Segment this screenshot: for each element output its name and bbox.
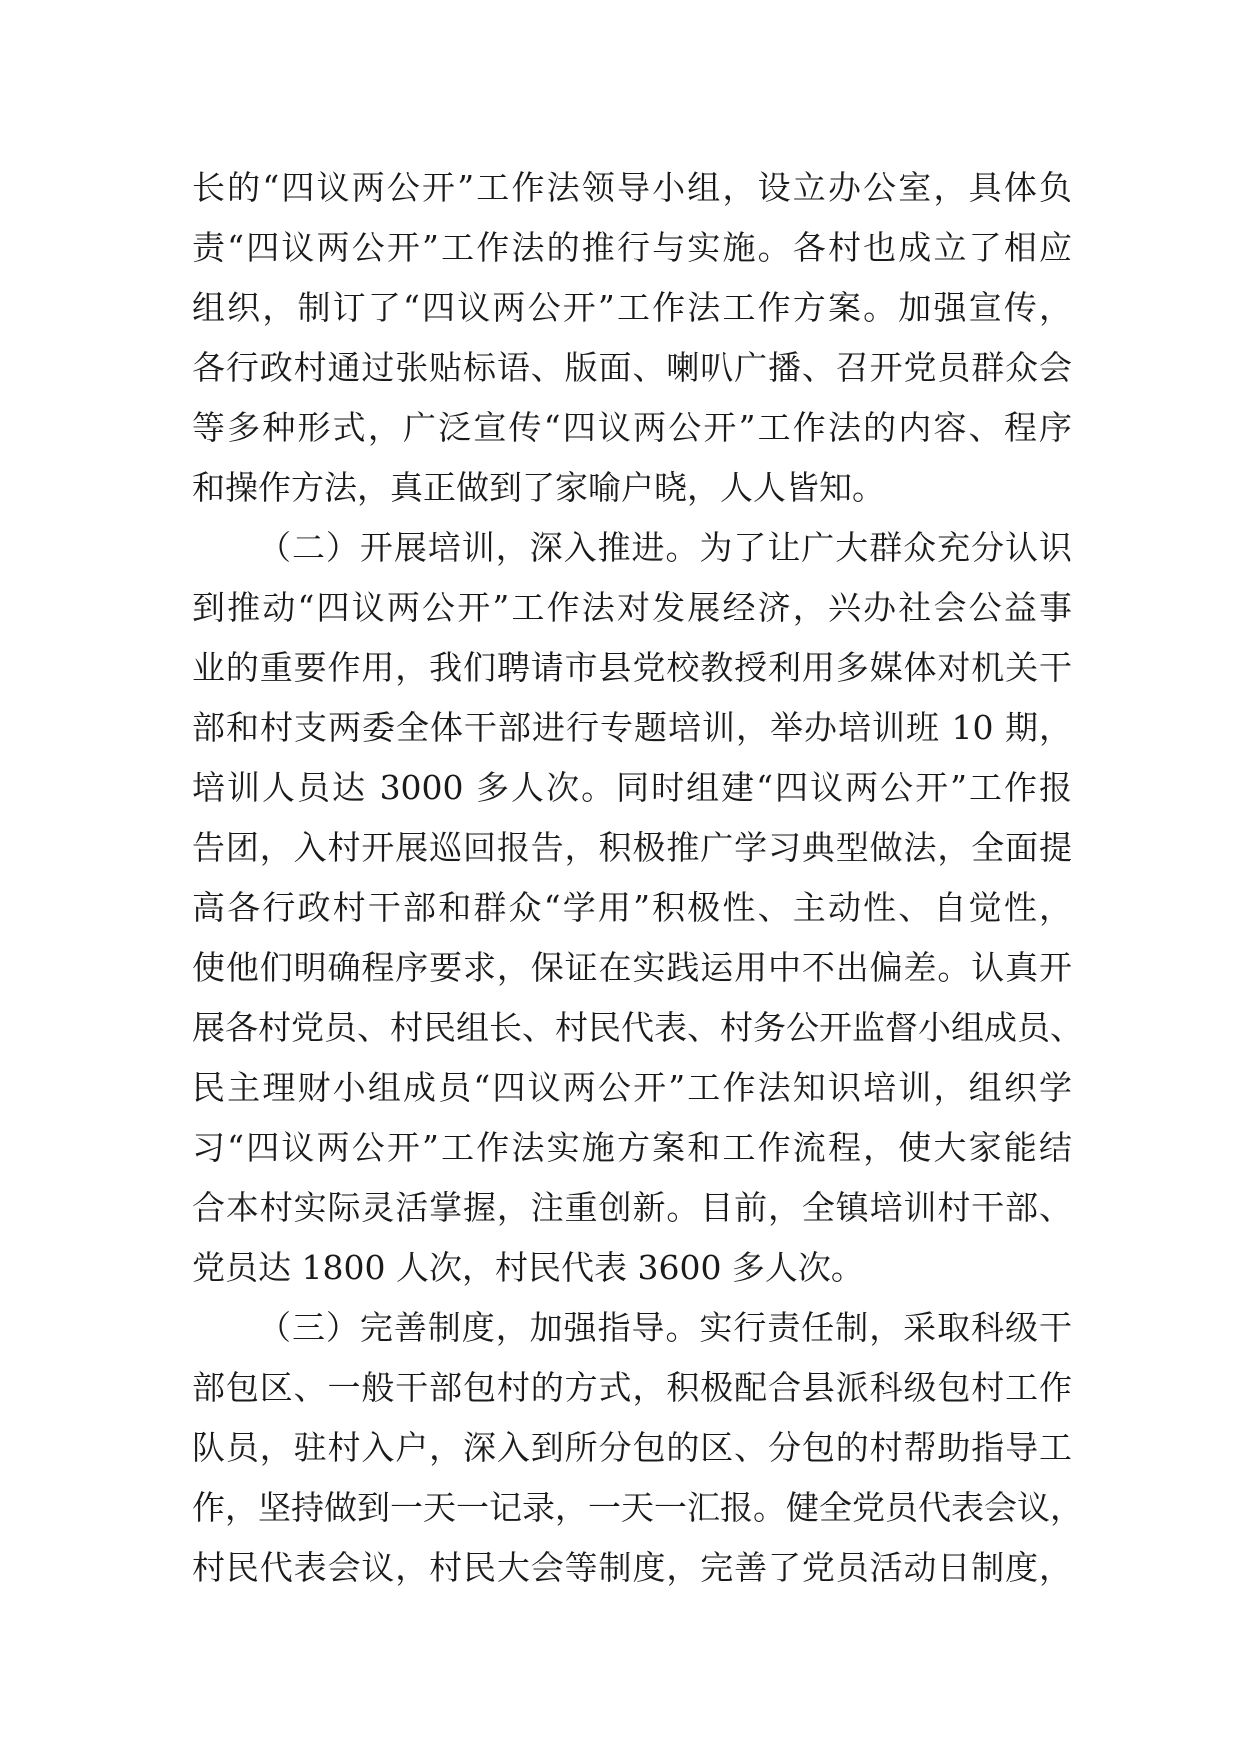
paragraph-line: 队员，驻村入户，深入到所分包的区、分包的村帮助指导工 <box>192 1428 1072 1467</box>
paragraph-3 <box>192 1298 1083 1598</box>
paragraph-line: 各行政村通过张贴标语、版面、喇叭广播、召开党员群众会 <box>192 348 1072 387</box>
paragraph-line: （二）开展培训，深入推进。为了让广大群众充分认识 <box>258 528 1072 567</box>
document-body <box>192 158 1083 1598</box>
paragraph-line: 业的重要作用，我们聘请市县党校教授利用多媒体对机关干 <box>192 648 1072 687</box>
paragraph-line: 使他们明确程序要求，保证在实践运用中不出偏差。认真开 <box>192 948 1072 987</box>
paragraph-line: 展各村党员、村民组长、村民代表、村务公开监督小组成员、 <box>192 1008 1083 1047</box>
paragraph-line: 组织，制订了“四议两公开”工作法工作方案。加强宣传， <box>192 288 1072 327</box>
paragraph-line: 和操作方法，真正做到了家喻户晓，人人皆知。 <box>192 468 885 507</box>
paragraph-line: 到推动“四议两公开”工作法对发展经济，兴办社会公益事 <box>192 588 1072 627</box>
paragraph-line: 习“四议两公开”工作法实施方案和工作流程，使大家能结 <box>192 1128 1072 1167</box>
paragraph-line: 部包区、一般干部包村的方式，积极配合县派科级包村工作 <box>192 1368 1072 1407</box>
paragraph-line: 等多种形式，广泛宣传“四议两公开”工作法的内容、程序 <box>192 408 1072 447</box>
paragraph-line: 责“四议两公开”工作法的推行与实施。各村也成立了相应 <box>192 228 1072 267</box>
paragraph-line: 党员达 1800 人次，村民代表 3600 多人次。 <box>192 1248 864 1287</box>
paragraph-1 <box>192 158 1072 518</box>
paragraph-line: 村民代表会议，村民大会等制度，完善了党员活动日制度， <box>192 1548 1072 1587</box>
paragraph-line: 民主理财小组成员“四议两公开”工作法知识培训，组织学 <box>192 1068 1072 1107</box>
paragraph-line: 合本村实际灵活掌握，注重创新。目前，全镇培训村干部、 <box>192 1188 1072 1227</box>
paragraph-line: （三）完善制度，加强指导。实行责任制，采取科级干 <box>258 1308 1072 1347</box>
paragraph-line: 告团，入村开展巡回报告，积极推广学习典型做法，全面提 <box>192 828 1072 867</box>
paragraph-line: 作，坚持做到一天一记录，一天一汇报。健全党员代表会议， <box>192 1488 1083 1527</box>
paragraph-line: 长的“四议两公开”工作法领导小组，设立办公室，具体负 <box>192 168 1072 207</box>
paragraph-2 <box>192 518 1083 1298</box>
paragraph-line: 高各行政村干部和群众“学用”积极性、主动性、自觉性， <box>192 888 1072 927</box>
paragraph-line: 部和村支两委全体干部进行专题培训，举办培训班 10 期， <box>192 708 1072 747</box>
paragraph-line: 培训人员达 3000 多人次。同时组建“四议两公开”工作报 <box>192 768 1072 807</box>
